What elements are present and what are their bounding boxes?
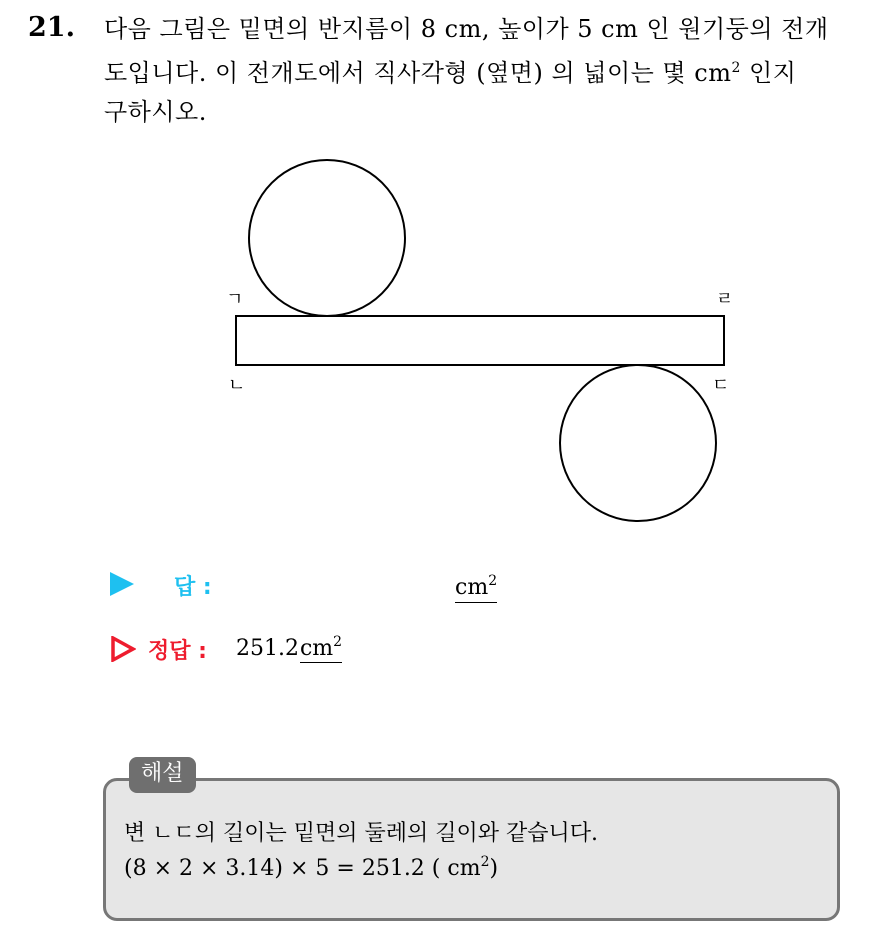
vertex-label-nieun: ㄴ [228, 375, 246, 396]
correct-answer-value [236, 634, 342, 661]
bottom-base-circle [560, 365, 716, 521]
correct-answer-unit [300, 636, 342, 663]
explanation-formula-close: ) [489, 856, 499, 881]
explanation-line-1: 변 ㄴㄷ의 길이는 밑면의 둘레의 길이와 같습니다. [124, 821, 598, 846]
correct-answer-label: 정답 : [148, 639, 207, 664]
correct-answer-number: 251.2 [236, 636, 299, 661]
filled-triangle-right-icon [110, 572, 134, 596]
explanation-box [103, 778, 840, 921]
correct-answer-unit-text: cm [299, 636, 334, 661]
question-line-1: 다음 그림은 밑면의 반지름이 8 cm, 높이가 5 cm 인 원기둥의 전개 [104, 15, 829, 43]
answer-unit [455, 568, 497, 603]
question-text [104, 10, 864, 132]
explanation-formula: (8 × 2 × 3.14) × 5 = 251.2 ( cm [124, 856, 481, 881]
question-line-2-text: 도입니다. 이 전개도에서 직사각형 (옆면) 의 넓이는 몇 cm [104, 59, 732, 87]
question-line-2 [104, 49, 864, 93]
question-number: 21. [28, 12, 75, 43]
outline-triangle-right-icon [110, 636, 136, 662]
lateral-rectangle [236, 316, 724, 365]
cylinder-net-figure [220, 155, 760, 535]
vertex-label-giyeok: ㄱ [226, 289, 244, 310]
explanation-tag: 해설 [129, 757, 196, 793]
explanation-line-2 [124, 854, 498, 881]
question-superscript: 2 [731, 60, 741, 76]
question-line-3: 구하시오. [104, 98, 207, 126]
vertex-label-digeut: ㄷ [712, 375, 730, 396]
vertex-label-rieul: ㄹ [716, 289, 734, 310]
top-base-circle [249, 160, 405, 316]
answer-unit-exp: 2 [488, 573, 498, 589]
answer-unit-text: cm [455, 575, 489, 600]
question-line-2-tail: 인지 [749, 59, 797, 87]
explanation-formula-exp: 2 [480, 854, 490, 870]
correct-answer-unit-exp: 2 [333, 634, 343, 650]
answer-label: 답 : [174, 575, 212, 600]
